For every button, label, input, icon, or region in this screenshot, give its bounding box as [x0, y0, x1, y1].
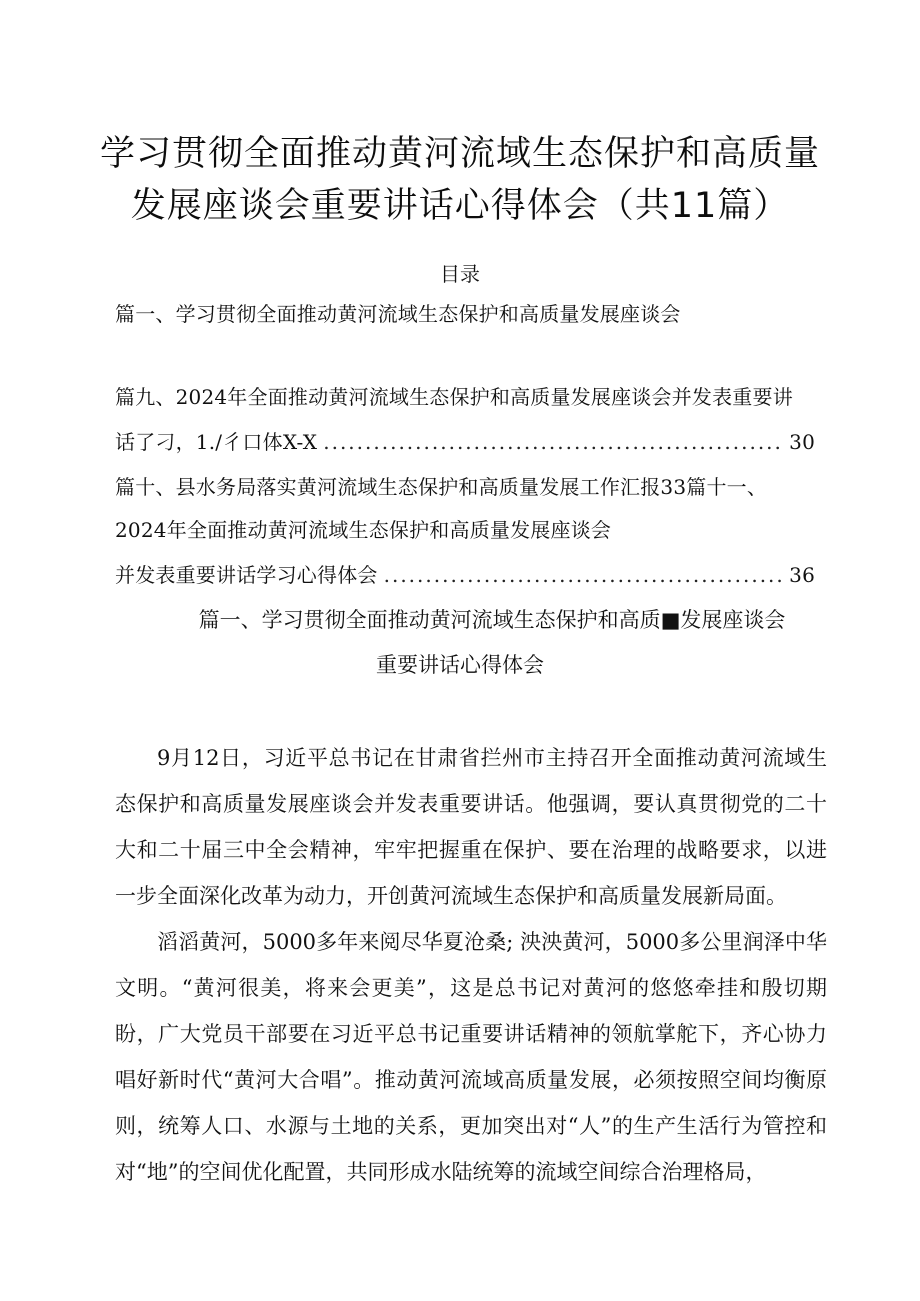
body-text: [115, 735, 827, 1195]
document-title-line-1: 学习贯彻全面推动黄河流域生态保护和高质量: [99, 134, 820, 174]
toc-entry-10: 篇十、县水务局落实黄河流域生态保护和高质量发展工作汇报33篇十一、: [115, 475, 768, 499]
toc-leader-dots: [323, 430, 783, 454]
body-paragraph-1: 9月12日，习近平总书记在甘肃省拦州市主持召开全面推动黄河流域生态保护和高质量发展座谈会并发表重要讲话。他强调，要认真贯彻党的二十大和二十届三中全会精神，牢牢把握重在保护、要在治理的战略要求，以进一步全面深化改革为动力，开创黄河流域生态保护和高质量发展新局面。: [115, 746, 827, 908]
toc-entry-1: 篇一、学习贯彻全面推动黄河流域生态保护和高质量发展座谈会: [115, 302, 681, 326]
section-title-line-1: 篇一、学习贯彻全面推动黄河流域生态保护和高质■发展座谈会: [198, 608, 786, 632]
toc-leader-dots: [384, 563, 784, 587]
section-title-line-2: 重要讲话心得体会: [376, 653, 544, 677]
toc-entry-11-line-1: 2024年全面推动黄河流域生态保护和高质量发展座谈会: [115, 518, 612, 542]
toc-entry-9-line-2: [115, 426, 815, 455]
toc-entry-9-text: 话了刁，1./彳口体X-X: [115, 430, 318, 454]
toc-entry-11-text: 并发表重要讲话学习心得体会: [115, 563, 378, 587]
toc-entry-9-line-1: 篇九、2024年全面推动黄河流域生态保护和高质量发展座谈会并发表重要讲: [115, 385, 793, 409]
toc-heading: 目录: [440, 262, 480, 286]
toc-entry-9-page: 30: [789, 430, 815, 454]
toc-entry-11-page: 36: [789, 563, 815, 587]
toc-entry-11-line-2: [115, 559, 815, 588]
document-title-line-2: 发展座谈会重要讲话心得体会（共11篇）: [130, 186, 790, 226]
body-paragraph-2: 滔滔黄河，5000多年来阅尽华夏沧桑; 泱泱黄河，5000多公里润泽中华文明。“黄河很美，将来会更美”，这是总书记对黄河的悠悠牵挂和殷切期盼，广大党员干部要在习近平总书记重要讲话精神的领航掌舵下，齐心协力唱好新时代“黄河大合唱”。推动黄河流域高质量发展，必须按照空间均衡原则，统筹人口、水源与土地的关系，更加突出对“人”的生产生活行为管控和对“地”的空间优化配置，共同形成水陆统筹的流域空间综合治理格局，: [115, 930, 827, 1184]
